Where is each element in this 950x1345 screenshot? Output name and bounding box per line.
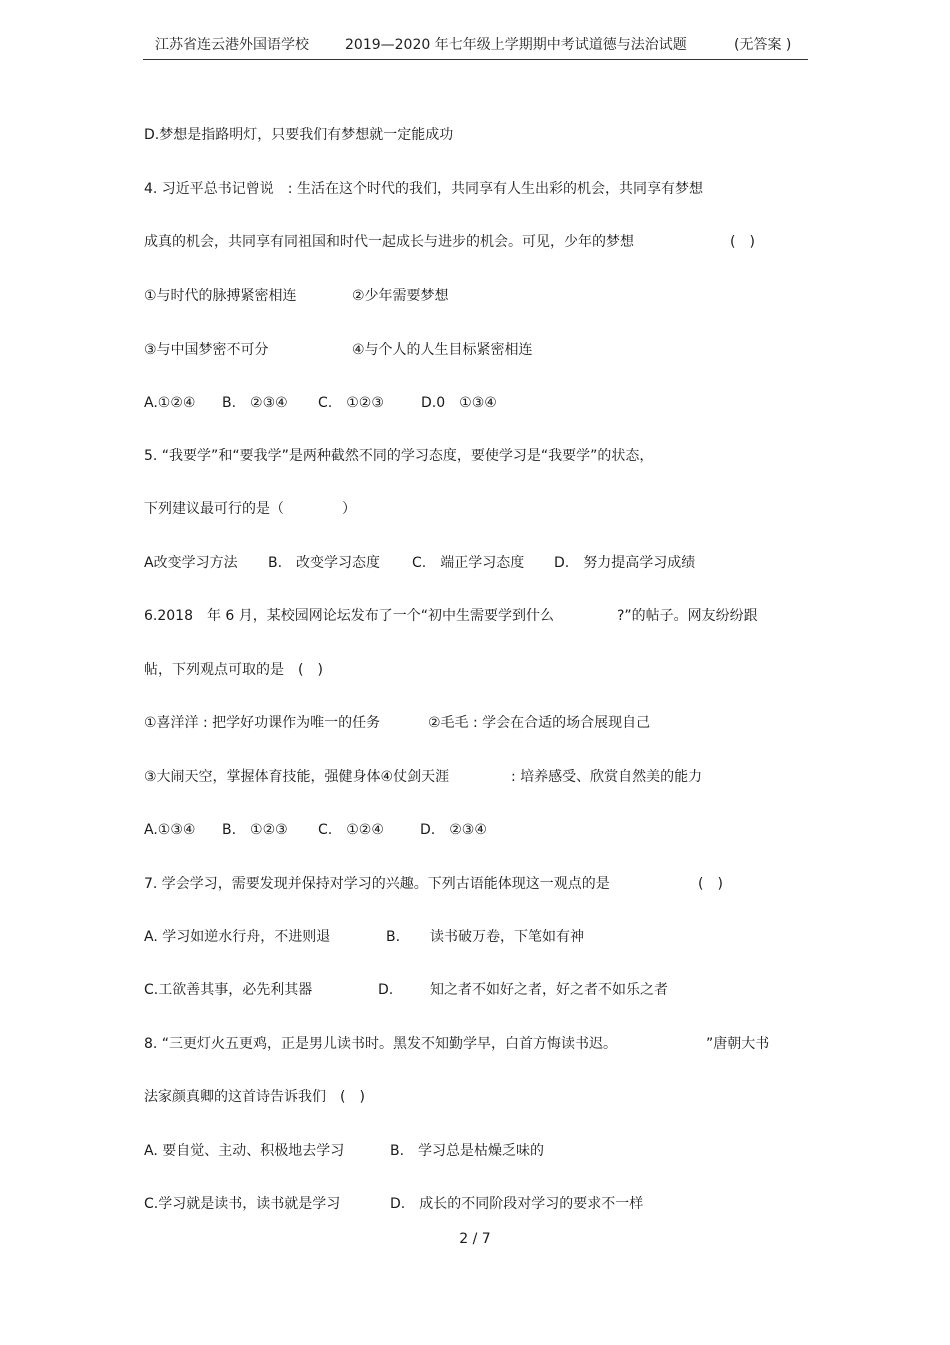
q5-option-d: D. 努力提高学习成绩: [554, 555, 696, 571]
q6-option-a: A.①③④: [144, 822, 196, 838]
q8-option-a: A. 要自觉、主动、积极地去学习: [144, 1143, 345, 1159]
q7-options-row2: [144, 980, 668, 1000]
q4-option-b: B. ②③④: [222, 395, 288, 411]
q5-stem-line2: [144, 499, 356, 519]
q6-stem-line2: 帖，下列观点可取的是 ( ): [144, 662, 323, 678]
q8-options-row2: [144, 1194, 644, 1214]
q7-stem-line: [144, 874, 723, 894]
q6-items-row2: [144, 767, 703, 787]
q4-items-row2: [144, 340, 533, 360]
page-number: 2 / 7: [459, 1231, 491, 1247]
header-note: (无答案 ): [734, 37, 792, 53]
q6-items-row1: [144, 713, 651, 733]
q8-stem-text-b: ”唐朝大书: [706, 1036, 770, 1052]
q8-stem-text-a: 8. “三更灯火五更鸡，正是男儿读书时。黑发不知勤学早，白首方悔读书迟。: [144, 1036, 618, 1052]
q6-stem-text-b: ?”的帖子。网友纷纷跟: [617, 608, 758, 624]
q4-options: [144, 393, 497, 413]
q7-option-b: B.: [386, 929, 401, 945]
q6-option-c: C. ①②④: [318, 822, 384, 838]
q7-option-c: C.工欲善其事，必先利其器: [144, 982, 313, 998]
q6-option-d: D. ②③④: [420, 822, 487, 838]
q5-options: [144, 553, 696, 573]
q7-options-row1: [144, 927, 584, 947]
q6-option-b: B. ①②③: [222, 822, 288, 838]
q7-option-d-text: 知之者不如好之者，好之者不如乐之者: [430, 982, 668, 998]
q6-stem-line1: [144, 606, 758, 626]
q6-item-1: ①喜洋洋 : 把学好功课作为唯一的任务: [144, 715, 381, 731]
q8-option-b: B. 学习总是枯燥乏味的: [390, 1143, 545, 1159]
q6-options: [144, 820, 487, 840]
q6-item-3: ③大闹天空，掌握体育技能，强健身体④仗剑天涯: [144, 769, 450, 785]
q4-item-2: ②少年需要梦想: [352, 288, 449, 304]
header-school: 江苏省连云港外国语学校: [155, 37, 309, 53]
q4-items-row1: [144, 286, 449, 306]
q8-option-c: C.学习就是读书，读书就是学习: [144, 1196, 341, 1212]
q5-option-a: A改变学习方法: [144, 555, 238, 571]
q7-stem-text: 7. 学会学习，需要发现并保持对学习的兴趣。下列古语能体现这一观点的是: [144, 876, 610, 892]
q3-option-d: D.梦想是指路明灯，只要我们有梦想就一定能成功: [144, 127, 454, 143]
q4-stem-line2: [144, 232, 755, 252]
q4-stem-text: 成真的机会，共同享有同祖国和时代一起成长与进步的机会。可见，少年的梦想: [144, 234, 634, 250]
q5-option-c: C. 端正学习态度: [412, 555, 525, 571]
q4-item-3: ③与中国梦密不可分: [144, 342, 269, 358]
q5-answer-paren-close: ）: [342, 501, 356, 517]
q7-option-b-text: 读书破万卷，下笔如有神: [430, 929, 584, 945]
q4-stem-line1: 4. 习近平总书记曾说 : 生活在这个时代的我们，共同享有人生出彩的机会，共同享有梦想: [144, 181, 703, 197]
q5-option-b: B. 改变学习态度: [268, 555, 381, 571]
q4-option-a: A.①②④: [144, 395, 196, 411]
q6-item-4: : 培养感受、欣赏自然美的能力: [511, 769, 703, 785]
page-header: [143, 30, 808, 60]
q8-option-d: D. 成长的不同阶段对学习的要求不一样: [390, 1196, 644, 1212]
q6-item-2: ②毛毛 : 学会在合适的场合展现自己: [428, 715, 651, 731]
q4-option-c: C. ①②③: [318, 395, 384, 411]
header-title: 2019—2020 年七年级上学期期中考试道德与法治试题: [345, 37, 687, 53]
q8-options-row1: [144, 1141, 545, 1161]
q8-stem-line1: [144, 1034, 770, 1054]
q7-answer-paren: ( ): [698, 876, 723, 892]
q7-option-a: A. 学习如逆水行舟，不进则退: [144, 929, 331, 945]
q6-stem-text-a: 6.2018 年 6 月，某校园网论坛发布了一个“初中生需要学到什么: [144, 608, 555, 624]
q4-option-d: D.0 ①③④: [421, 395, 497, 411]
q4-item-4: ④与个人的人生目标紧密相连: [352, 342, 533, 358]
q5-stem-text: 下列建议最可行的是（: [144, 501, 284, 517]
q8-stem-line2: 法家颜真卿的这首诗告诉我们 ( ): [144, 1089, 365, 1105]
q5-stem-line1: 5. “我要学”和“要我学”是两种截然不同的学习态度，要使学习是“我要学”的状态，: [144, 448, 654, 464]
q7-option-d: D.: [378, 982, 394, 998]
q4-item-1: ①与时代的脉搏紧密相连: [144, 288, 297, 304]
q4-answer-paren: ( ): [730, 234, 755, 250]
header-divider: [143, 59, 808, 60]
